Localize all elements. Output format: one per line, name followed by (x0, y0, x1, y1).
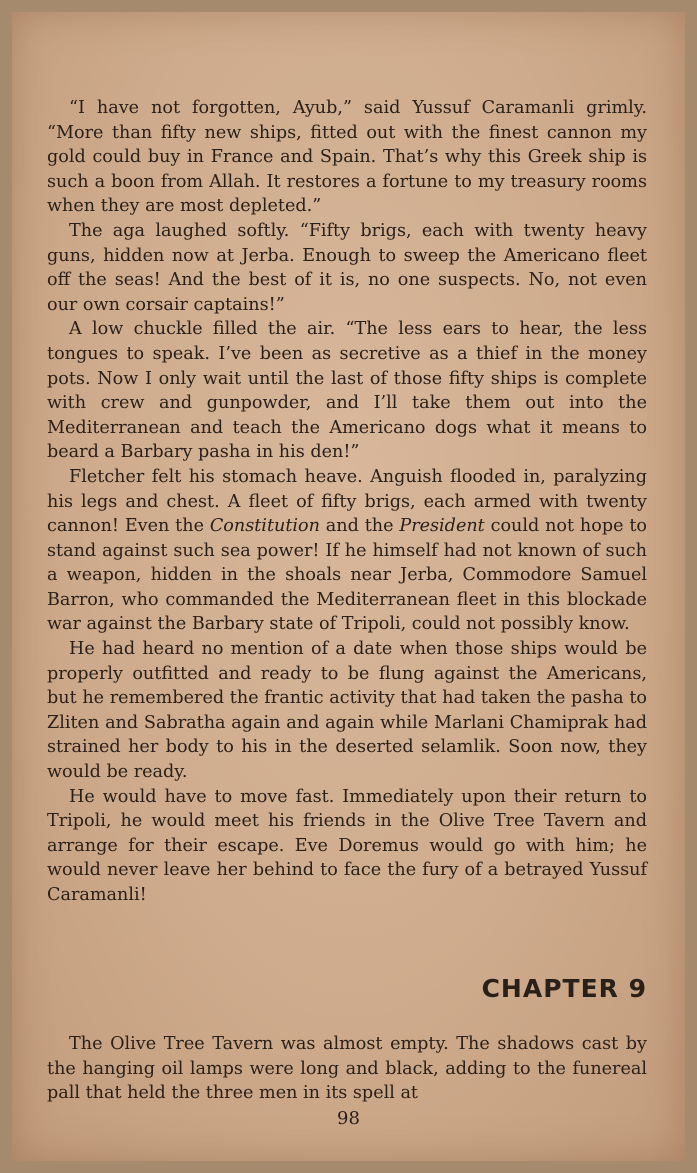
paragraph: He would have to move fast. Immediately upon their return to Tripoli, he would meet his friends in the Olive Tree Tavern and arrange for their escape. Eve Doremus would go with him; he would never leave her behind to face the fury of a betrayed Yussuf Caramanli! (47, 786, 647, 905)
paragraph: He had heard no mention of a date when those ships would be properly outfitted and ready to be flung against the Americans, but he remembered the frantic activity that had taken the pasha to Zliten and Sabratha again and again while Marlani Chamiprak had strained her body to his in the deserted selamlik. Soon now, they would be ready. (47, 639, 647, 783)
body-text (47, 96, 647, 908)
book-page (12, 12, 685, 1161)
chapter-opening-paragraph: The Olive Tree Tavern was almost empty. The shadows cast by the hanging oil lamps were long and black, adding to the funereal pall that held the three men in its spell at (47, 1034, 647, 1104)
paragraph: A low chuckle filled the air. “The less ears to hear, the less tongues to speak. I’ve been as secretive as a thief in the money pots. Now I only wait until the last of those fifty ships is complete with crew and gunpowder, and I’ll take them out into the Mediterranean and teach the Americano dogs what it means to beard a Barbary pasha in his den!” (47, 319, 647, 463)
paragraph: “I have not forgotten, Ayub,” said Yussuf Caramanli grimly. “More than fifty new ships, fitted out with the finest cannon my gold could buy in France and Spain. That’s why this Greek ship is such a boon from Allah. It restores a fortune to my treasury rooms when they are most depleted.” (47, 98, 647, 217)
text-run: Fletcher felt his stomach heave. Anguish flooded in, paralyzing his legs and chest. A fleet of fifty brigs, each armed with twenty cannon! Even the (47, 466, 647, 537)
ship-name: Constitution (209, 516, 320, 537)
text-run: could not hope to stand against such sea power! If he himself had not known of such a weapon, hidden in the shoals near Jerba, Commodore Samuel Barron, who commanded the Mediterranean fleet in this blockade war against the Barbary state of Tripoli, could not possibly know. (47, 516, 647, 635)
chapter-heading: CHAPTER 9 (481, 974, 647, 1003)
paragraph: The aga laughed softly. “Fifty brigs, each with twenty heavy guns, hidden now at Jerba. Enough to sweep the Americano fleet off the seas! And the best of it is, no one suspects. No, not even our own corsair captains!” (47, 220, 647, 315)
ship-name: President (399, 516, 485, 537)
page-number: 98 (337, 1108, 360, 1129)
text-run: and the (319, 516, 400, 537)
paragraph-fletcher (47, 465, 647, 637)
